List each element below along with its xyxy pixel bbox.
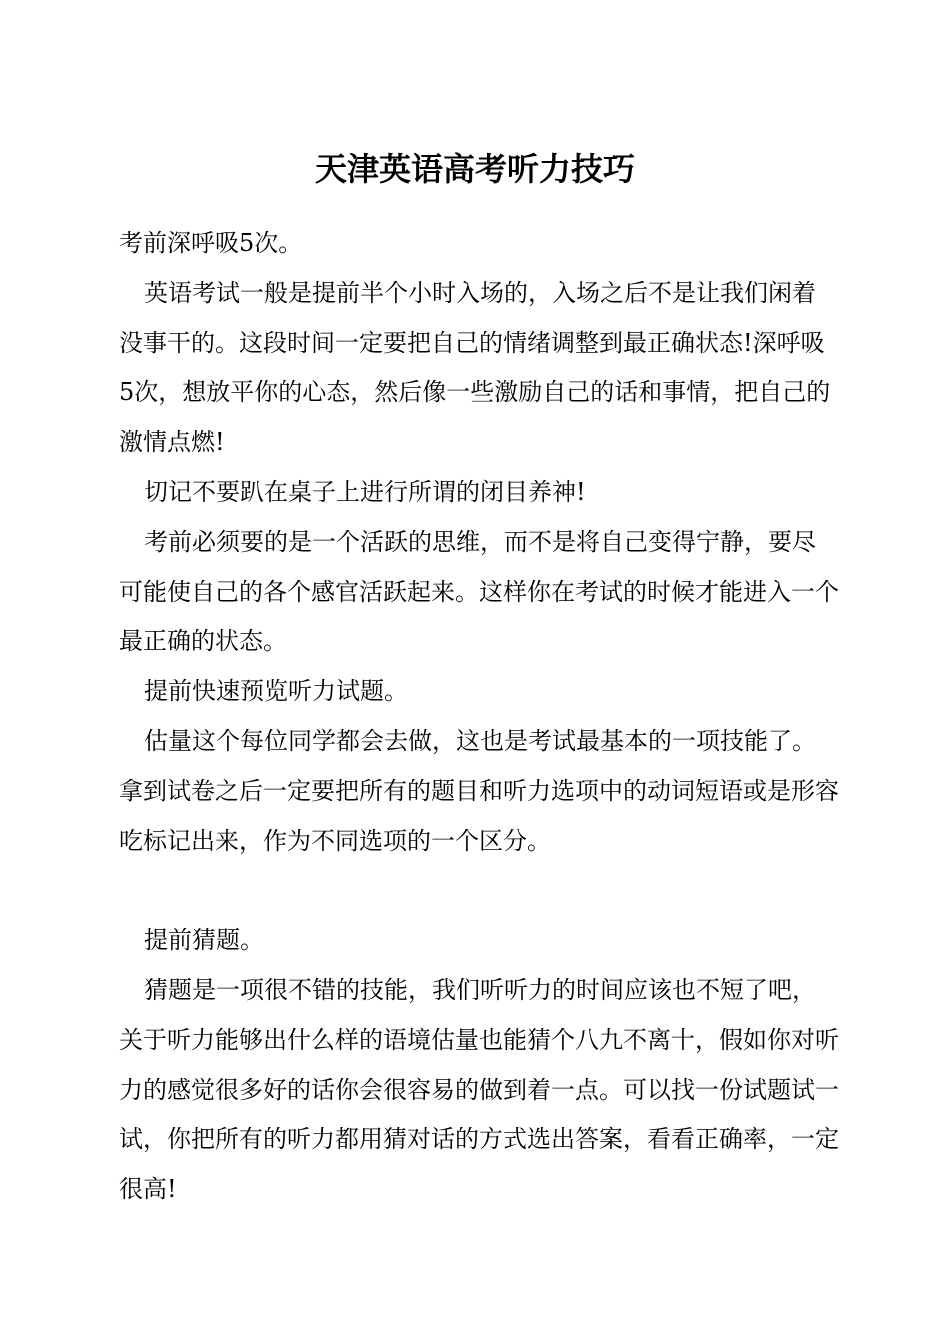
document-title: 天津英语高考听力技巧 [314, 150, 635, 188]
paragraph-preview-body: 估量这个每位同学都会去做，这也是考试最基本的一项技能了。拿到试卷之后一定要把所有的题目和听力选项中的动词短语或是形容吃标记出来，作为不同选项的一个区分。 [119, 726, 839, 855]
paragraph-deep-breath-heading: 考前深呼吸5次。 [119, 229, 303, 257]
paragraph-no-napping: 切记不要趴在桌子上进行所谓的闭目养神! [144, 477, 586, 506]
document-body [119, 219, 839, 1215]
paragraph-spacer [119, 866, 839, 916]
paragraph-active-mind: 考前必须要的是一个活跃的思维，而不是将自己变得宁静，要尽可能使自己的各个感官活跃起来。这样你在考试的时候才能进入一个最正确的状态。 [119, 527, 839, 656]
paragraph-guess-heading: 提前猜题。 [144, 926, 264, 955]
paragraph-preview-heading: 提前快速预览听力试题。 [144, 677, 408, 706]
paragraph-guess-body: 猜题是一项很不错的技能，我们听听力的时间应该也不短了吧，关于听力能够出什么样的语境估量也能猜个八九不离十，假如你对听力的感觉很多好的话你会很容易的做到着一点。可以找一份试题试一试，你把所有的听力都用猜对话的方式选出答案，看看正确率，一定很高! [119, 975, 839, 1204]
paragraph-deep-breath-body: 英语考试一般是提前半个小时入场的，入场之后不是让我们闲着没事干的。这段时间一定要把自己的情绪调整到最正确状态!深呼吸5次，想放平你的心态，然后像一些激励自己的话和事情，把自己的激情点燃! [119, 278, 831, 457]
